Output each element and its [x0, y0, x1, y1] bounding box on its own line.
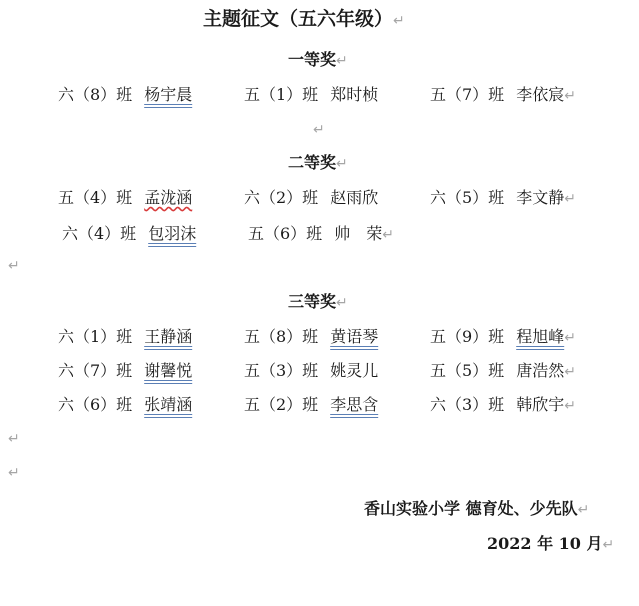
- class-label: 六（8）班: [58, 85, 133, 104]
- list-item: [244, 87, 378, 103]
- list-item: [430, 397, 576, 413]
- student-name: 帅 荣: [334, 224, 383, 243]
- title-text: 主题征文（五六年级）: [203, 8, 394, 30]
- class-label: 六（6）班: [58, 395, 133, 414]
- heading-text: 二等奖: [288, 153, 337, 172]
- paragraph-mark-icon: ↵: [313, 122, 325, 138]
- paragraph-mark-icon: ↵: [564, 398, 576, 414]
- list-item: [430, 190, 576, 206]
- signature-org: [364, 501, 589, 517]
- list-item: [58, 363, 192, 379]
- student-name: 唐浩然: [516, 361, 565, 380]
- class-label: 六（2）班: [244, 188, 319, 207]
- heading-text: 三等奖: [288, 292, 337, 311]
- paragraph-mark-icon: ↵: [564, 364, 576, 380]
- student-name: 黄语琴: [330, 327, 379, 346]
- student-name: 姚灵儿: [330, 361, 379, 380]
- paragraph-mark-icon: ↵: [564, 330, 576, 346]
- list-item: [244, 397, 378, 413]
- student-name: 韩欣宇: [516, 395, 565, 414]
- paragraph-mark-icon: ↵: [336, 53, 348, 69]
- class-label: 五（1）班: [244, 85, 319, 104]
- class-label: 五（2）班: [244, 395, 319, 414]
- class-label: 六（1）班: [58, 327, 133, 346]
- paragraph-mark-icon: ↵: [8, 431, 20, 447]
- class-label: 五（9）班: [430, 327, 505, 346]
- class-label: 五（7）班: [430, 85, 505, 104]
- list-item: [244, 190, 378, 206]
- student-name: 李依宸: [516, 85, 565, 104]
- class-label: 六（4）班: [62, 224, 137, 243]
- paragraph-mark-icon: ↵: [336, 295, 348, 311]
- class-label: 六（3）班: [430, 395, 505, 414]
- class-label: 六（7）班: [58, 361, 133, 380]
- class-label: 五（8）班: [244, 327, 319, 346]
- org-text: 香山实验小学 德育处、少先队: [364, 499, 578, 518]
- signature-date: [487, 536, 614, 552]
- student-name: 孟泷涵: [144, 188, 193, 207]
- student-name: 王静涵: [144, 327, 193, 346]
- paragraph-mark-icon: ↵: [577, 502, 590, 518]
- class-label: 六（5）班: [430, 188, 505, 207]
- paragraph-mark-icon: ↵: [564, 88, 576, 104]
- class-label: 五（4）班: [58, 188, 133, 207]
- list-item: [244, 363, 378, 379]
- list-item: [430, 87, 576, 103]
- paragraph-mark-icon: ↵: [8, 258, 20, 274]
- third-prize-heading: [288, 294, 348, 310]
- list-item: [430, 363, 576, 379]
- student-name: 李文静: [516, 188, 565, 207]
- student-name: 谢馨悦: [144, 361, 193, 380]
- paragraph-mark-icon: ↵: [564, 191, 576, 207]
- list-item: [62, 226, 196, 242]
- first-prize-heading: [288, 52, 348, 68]
- list-item: [244, 329, 378, 345]
- second-prize-heading: [288, 155, 348, 171]
- date-text: 2022 年 10 月: [487, 534, 603, 553]
- class-label: 五（5）班: [430, 361, 505, 380]
- list-item: [58, 190, 192, 206]
- paragraph-mark-icon: ↵: [393, 13, 405, 29]
- list-item: [430, 329, 576, 345]
- paragraph-mark-icon: ↵: [336, 156, 348, 172]
- paragraph-mark-icon: ↵: [602, 537, 615, 553]
- list-item: [58, 329, 192, 345]
- paragraph-mark-icon: ↵: [382, 227, 394, 243]
- student-name: 郑时桢: [330, 85, 379, 104]
- student-name: 程旭峰: [516, 327, 565, 346]
- student-name: 包羽沫: [148, 224, 197, 243]
- student-name: 张靖涵: [144, 395, 193, 414]
- document-title: [203, 10, 405, 29]
- paragraph-mark-icon: ↵: [8, 465, 20, 481]
- list-item: [58, 87, 192, 103]
- student-name: 李思含: [330, 395, 379, 414]
- class-label: 五（3）班: [244, 361, 319, 380]
- class-label: 五（6）班: [248, 224, 323, 243]
- student-name: 杨宇晨: [144, 85, 193, 104]
- list-item: [58, 397, 192, 413]
- heading-text: 一等奖: [288, 50, 337, 69]
- student-name: 赵雨欣: [330, 188, 379, 207]
- list-item: [248, 226, 394, 242]
